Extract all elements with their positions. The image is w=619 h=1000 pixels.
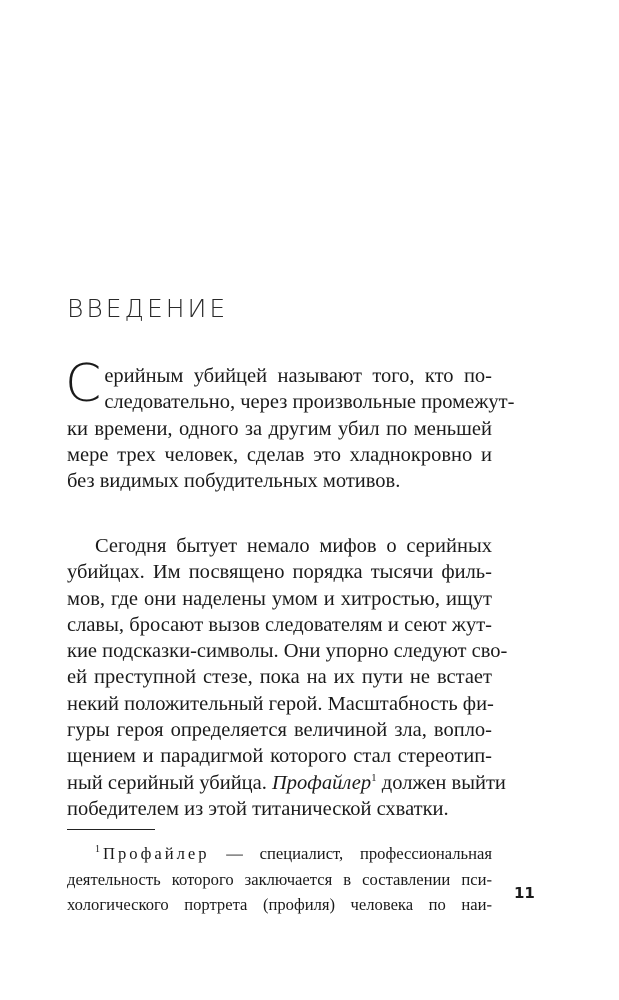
paragraph-line: Сегодня бытует немало мифов о серийных [95, 535, 492, 557]
footnote [67, 841, 492, 918]
paragraph-line: мов, где они наделены умом и хитростью, ищут [67, 587, 492, 610]
footnote-text: — специалист, профессиональная [226, 844, 492, 863]
paragraph-line: кие подсказки-символы. Они упорно следуют сво- [67, 640, 508, 663]
paragraph-line: ки времени, одного за другим убил по меньшей [67, 417, 492, 440]
paragraph-line: славы, бросают вызов следователям и сеют жут- [67, 613, 492, 636]
paragraph-line: щением и парадигмой которого стал стереотип- [67, 745, 492, 768]
footnote-line: хологического портрета (профиля) человека по наи- [67, 895, 492, 914]
paragraph-myths [67, 533, 508, 822]
footnote-reference: 1 [371, 771, 377, 784]
paragraph-line: без видимых побудительных мотивов. [67, 470, 401, 493]
chapter-heading: ВВЕДЕНИЕ [67, 294, 229, 323]
line-text: ный серийный убийца. [67, 771, 267, 794]
term-profiler: Профайлер [272, 771, 372, 794]
paragraph-line-with-term [67, 770, 506, 796]
paragraph-line: победителем из этой титанической схватки. [67, 797, 449, 820]
footnote-divider [67, 829, 155, 830]
paragraph-line: ерийным убийцей называют того, кто по- [104, 365, 492, 387]
paragraph-definition [65, 354, 515, 494]
paragraph-line: гуры героя определяется величиной зла, вопло- [67, 719, 492, 742]
paragraph-line: мере трех человек, сделав это хладнокровно и [67, 443, 492, 466]
paragraph-line: следовательно, через произвольные промежут- [104, 391, 515, 414]
footnote-number: 1 [95, 844, 100, 856]
page-number: 11 [514, 884, 535, 902]
paragraph-line: ей преступной стезе, пока на их пути не встает [67, 666, 492, 689]
footnote-term: Профайлер [103, 844, 210, 863]
paragraph-line: некий положительный герой. Масштабность фи- [67, 692, 494, 715]
paragraph-line: убийцах. Им посвящено порядка тысячи филь- [67, 561, 492, 584]
line-text: должен выйти [381, 771, 506, 794]
footnote-line [67, 841, 492, 867]
footnote-line: деятельность которого заключается в составлении пси- [67, 869, 492, 889]
drop-cap: С [65, 354, 102, 414]
